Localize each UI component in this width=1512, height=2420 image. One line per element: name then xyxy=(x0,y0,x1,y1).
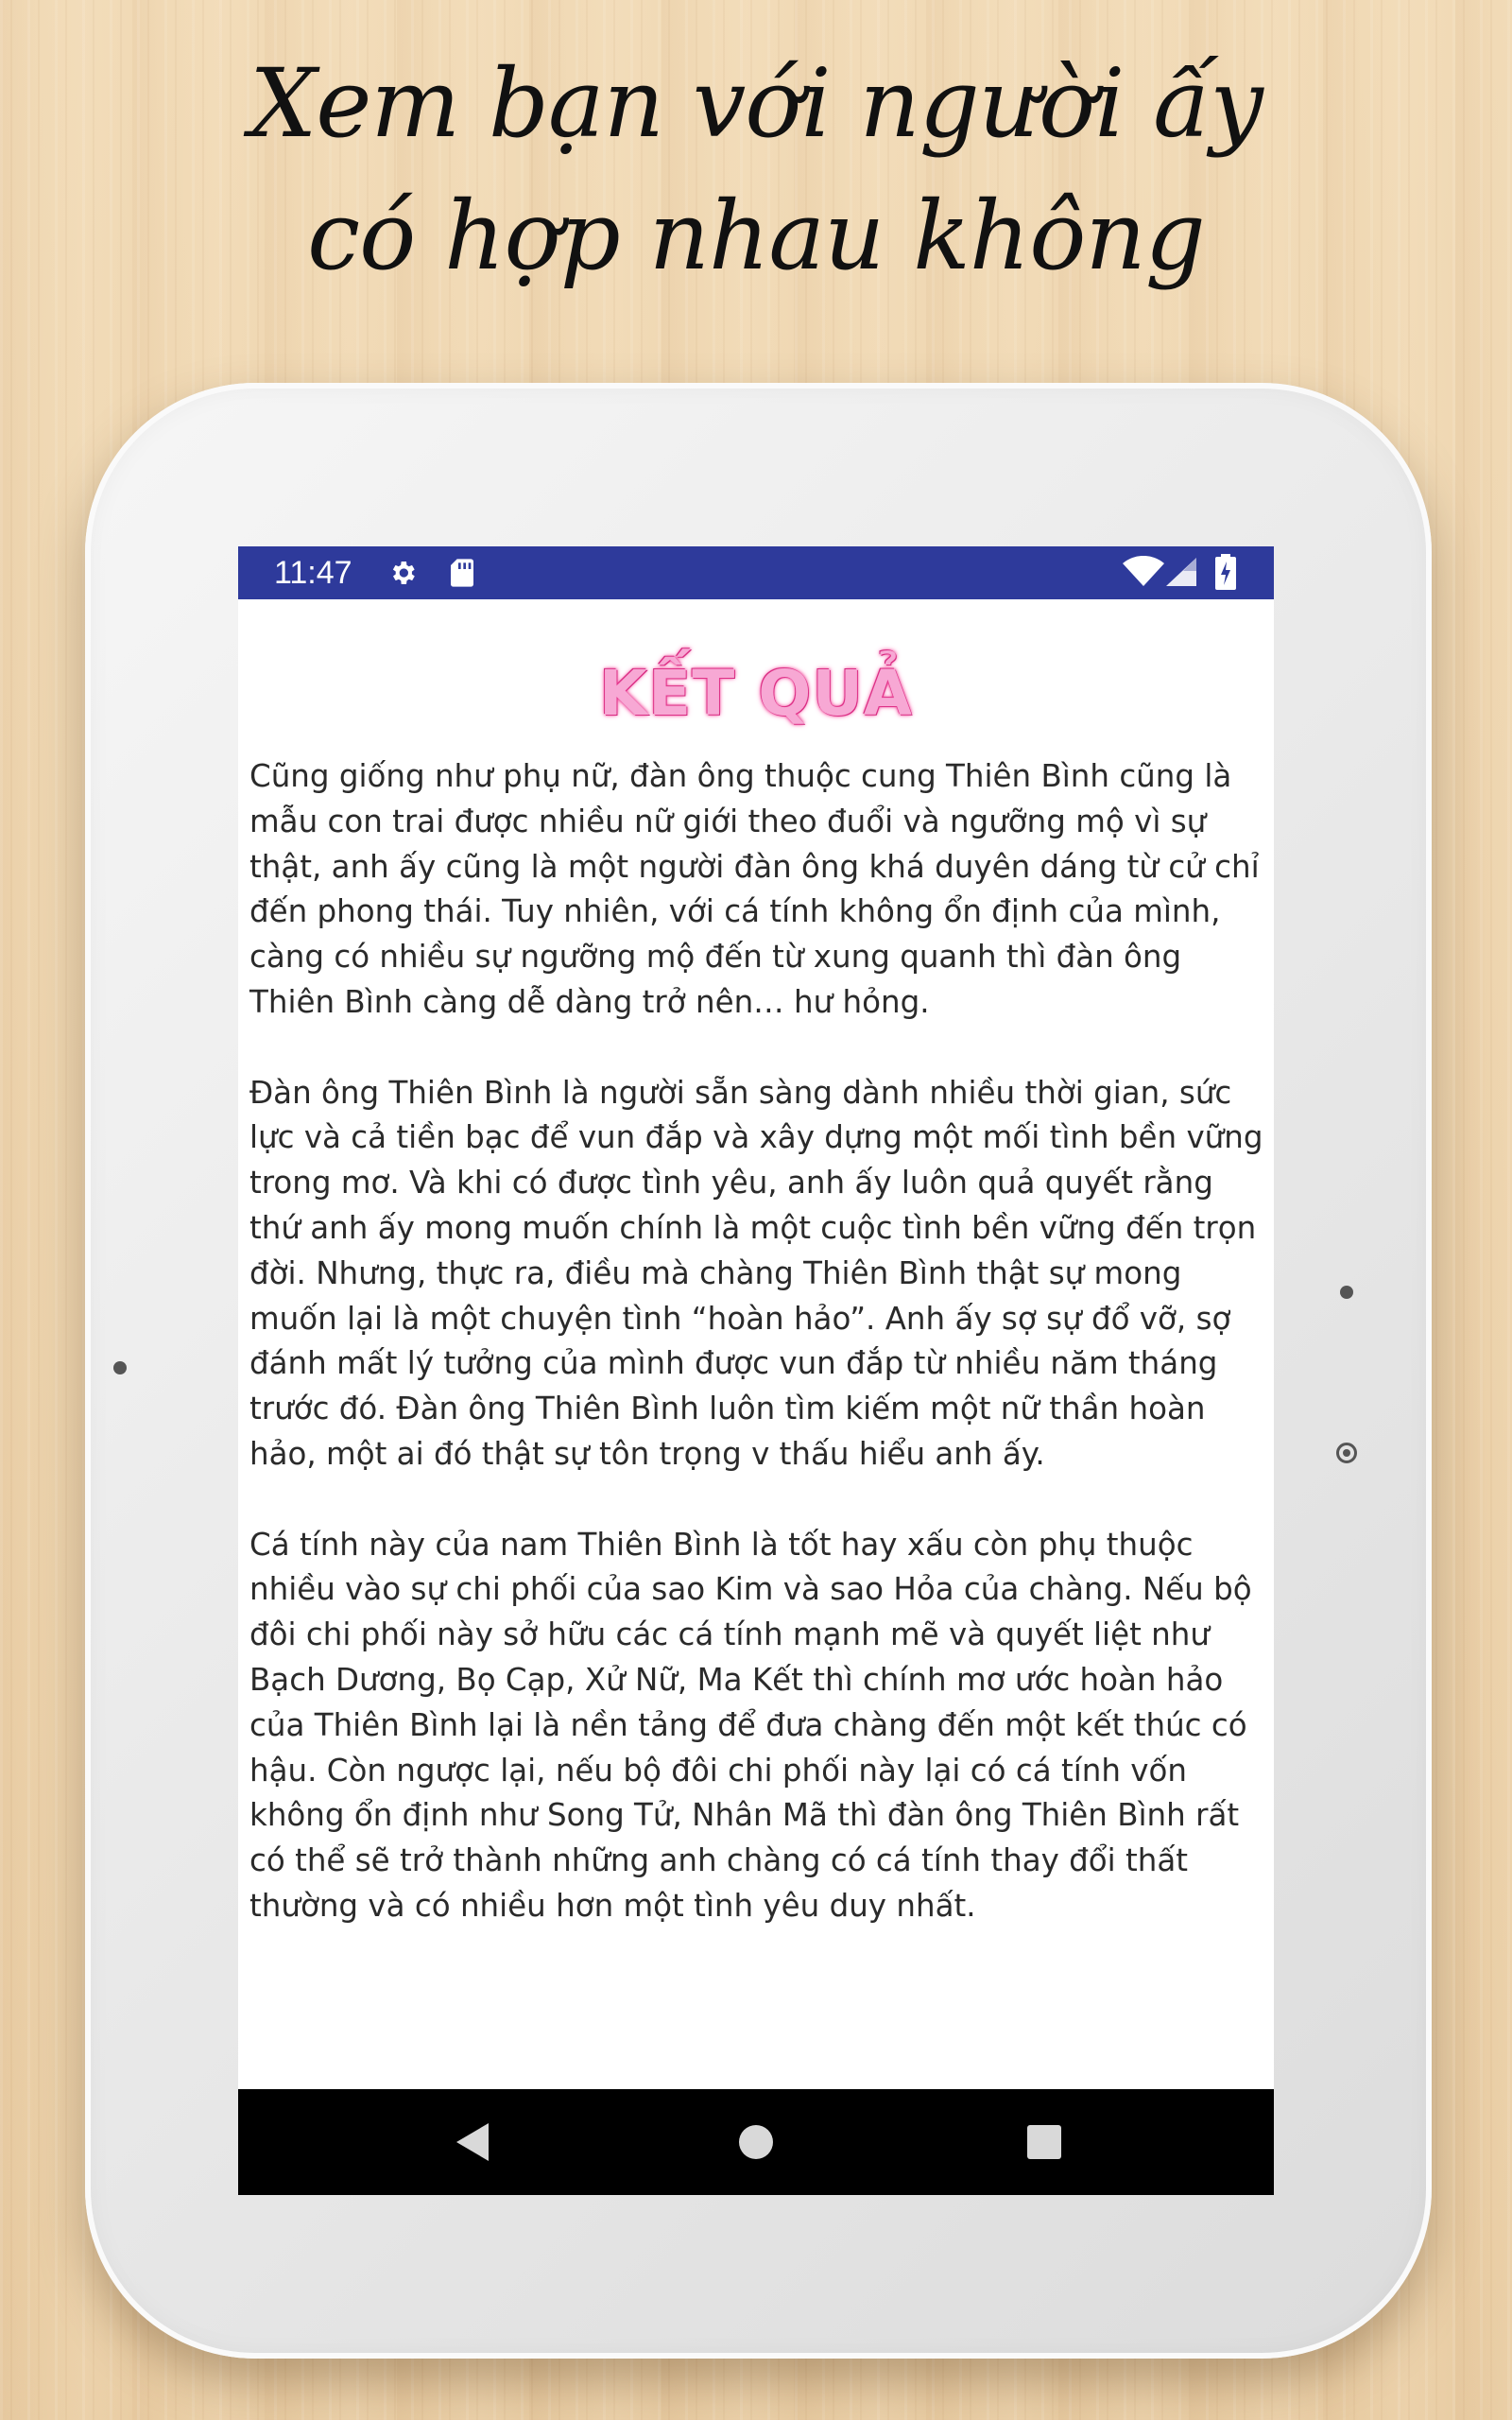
result-content xyxy=(238,599,1274,2089)
headline-line-2: có hợp nhau không xyxy=(307,181,1205,291)
battery-charging-icon xyxy=(1215,554,1236,594)
sensor-dot-left xyxy=(113,1361,127,1374)
recents-button[interactable] xyxy=(988,2089,1101,2195)
status-time: 11:47 xyxy=(274,555,352,591)
gear-icon xyxy=(387,558,418,592)
home-button[interactable] xyxy=(699,2089,813,2195)
recents-icon xyxy=(1026,2124,1062,2160)
back-button[interactable] xyxy=(415,2089,528,2195)
result-paragraph-1: Cũng giống như phụ nữ, đàn ông thuộc cung Thiên Bình cũng là mẫu con trai được nhiều nữ giới theo đuổi và ngưỡng mộ vì sự thật, anh ấy cũng là một người đàn ông khá duyên dáng từ cử chỉ đến phong thái. Tuy nhiên, với cá tính không ổn định của mình, càng có nhiều sự ngưỡng mộ đến từ xung quanh thì đàn ông Thiên Bình càng dễ dàng trở nên… hư hỏng. xyxy=(249,758,1260,1020)
device-screen xyxy=(238,546,1274,2195)
headline-line-1: Xem bạn với người ấy xyxy=(249,48,1263,159)
result-paragraph-3: Cá tính này của nam Thiên Bình là tốt hay xấu còn phụ thuộc nhiều vào sự chi phối của sao Kim và sao Hỏa của chàng. Nếu bộ đôi chi phối này sở hữu các cá tính mạnh mẽ và quyết liệt như Bạch Dương, Bọ Cạp, Xử Nữ, Ma Kết thì chính mơ ước hoàn hảo của Thiên Bình lại là nền tảng để đưa chàng đến một kết thúc có hậu. Còn ngược lại, nếu bộ đôi chi phối này lại có cá tính vốn không ổn định như Song Tử, Nhân Mã thì đàn ông Thiên Bình rất có thể sẽ trở thành những anh chàng có cá tính thay đổi thất thường và có nhiều hơn một tình yêu duy nhất. xyxy=(249,1526,1252,1924)
result-text xyxy=(249,754,1270,1975)
camera-icon xyxy=(1336,1443,1357,1463)
home-icon xyxy=(737,2123,775,2161)
promo-headline xyxy=(0,38,1512,302)
wifi-icon xyxy=(1123,556,1164,592)
back-icon xyxy=(453,2121,490,2163)
status-bar xyxy=(238,546,1274,599)
result-title: KẾT QUẢ xyxy=(598,657,913,730)
cell-signal-icon xyxy=(1166,558,1196,590)
navigation-bar xyxy=(238,2089,1274,2195)
sd-card-icon xyxy=(448,558,476,592)
result-paragraph-2: Đàn ông Thiên Bình là người sẵn sàng dành nhiều thời gian, sức lực và cả tiền bạc để vun đắp và xây dựng một mối tình bền vững trong mơ. Và khi có được tình yêu, anh ấy luôn quả quyết rằng thứ anh ấy mong muốn chính là một cuộc tình bền vững đến trọn đời. Nhưng, thực ra, điều mà chàng Thiên Bình thật sự mong muốn lại là một chuyện tình “hoàn hảo”. Anh ấy sợ sự đổ vỡ, sợ đánh mất lý tưởng của mình được vun đắp từ nhiều năm tháng trước đó. Đàn ông Thiên Bình luôn tìm kiếm một nữ thần hoàn hảo, một ai đó thật sự tôn trọng v thấu hiểu anh ấy. xyxy=(249,1074,1263,1472)
sensor-dot-right xyxy=(1340,1286,1353,1299)
